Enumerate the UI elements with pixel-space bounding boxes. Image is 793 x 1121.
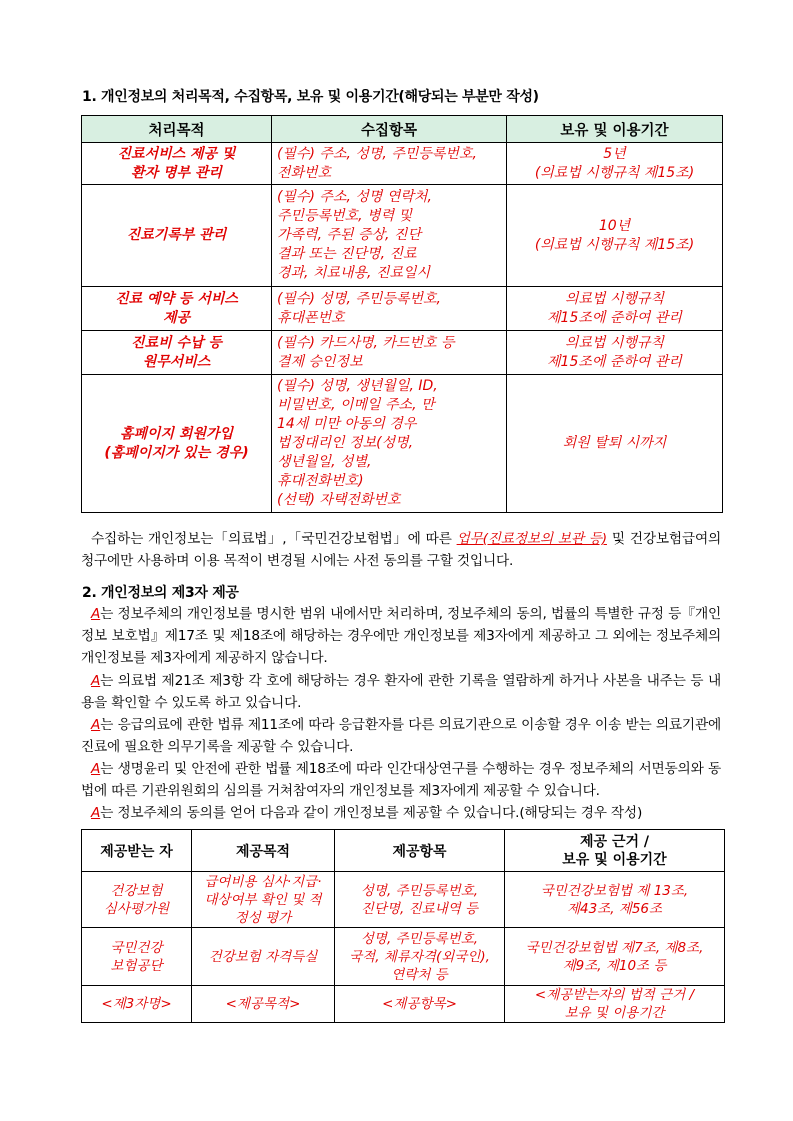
org-placeholder: A (91, 761, 101, 777)
header-recipient: 제공받는 자 (82, 830, 192, 872)
row-recipient: <제3자명> (82, 986, 192, 1023)
header-items: 수집항목 (272, 116, 507, 143)
collection-note: 수집하는 개인정보는「의료법」,「국민건강보험법」에 따른 업무(진료정보의 보관 등) 및 건강보험급여의 청구에만 사용하며 이용 목적이 변경될 시에는 사전 동의를 구할 것입니다. (81, 531, 721, 569)
table-row (82, 143, 723, 185)
paragraph-4: A는 생명윤리 및 안전에 관한 법률 제18조에 따라 인간대상연구를 수행하는 경우 정보주체의 서면동의와 동법에 따른 기관위원회의 심의를 거쳐참여자의 개인정보를 제3자에게 제공할 수 있습니다. (81, 761, 721, 799)
org-placeholder: A (91, 673, 101, 689)
header-retention: 보유 및 이용기간 (507, 116, 723, 143)
row-purpose: 진료비 수납 등 원무서비스 (82, 331, 272, 375)
row-items: (필수) 성명, 주민등록번호, 휴대폰번호 (272, 287, 507, 331)
table-row (82, 331, 723, 375)
header-purpose: 처리목적 (82, 116, 272, 143)
processing-table (81, 115, 723, 513)
row-items: (필수) 주소, 성명, 주민등록번호, 전화번호 (272, 143, 507, 185)
table-row (82, 185, 723, 287)
table-row (82, 287, 723, 331)
row-purpose: <제공목적> (192, 986, 335, 1023)
row-items: <제공항목> (335, 986, 505, 1023)
note-link[interactable]: 업무(진료정보의 보관 등) (456, 531, 607, 547)
row-items: (필수) 카드사명, 카드번호 등 결제 승인정보 (272, 331, 507, 375)
table-header-row (82, 116, 723, 143)
table-header-row (82, 830, 725, 872)
row-purpose: 급여비용 심사·지급· 대상여부 확인 및 적 정성 평가 (192, 872, 335, 928)
third-party-table (81, 829, 725, 1023)
row-purpose: 진료 예약 등 서비스 제공 (82, 287, 272, 331)
row-items: (필수) 성명, 생년월일, ID, 비밀번호, 이메일 주소, 만 14세 미만 아동의 경우 법정대리인 정보(성명, 생년월일, 성별, 휴대전화번호) (선택) 자택전화번호 (272, 375, 507, 513)
section1-heading: 1. 개인정보의 처리목적, 수집항목, 보유 및 이용기간(해당되는 부분만 작성) (82, 89, 539, 105)
paragraph-1: A는 정보주체의 개인정보를 명시한 범위 내에서만 처리하며, 정보주체의 동의, 법률의 특별한 규정 등『개인정보 보호법』제17조 및 제18조에 해당하는 경우에만 개인정보를 제3자에게 제공하고 그 외에는 정보주체의 개인정보를 제3자에게 제공하지 않습니다. (81, 606, 721, 666)
header-items: 제공항목 (335, 830, 505, 872)
row-items: 성명, 주민등록번호, 진단명, 진료내역 등 (335, 872, 505, 928)
table-row (82, 928, 725, 986)
org-placeholder: A (91, 606, 101, 622)
row-items: (필수) 주소, 성명 연락처, 주민등록번호, 병력 및 가족력, 주된 증상, 진단 결과 또는 진단명, 진료 경과, 치료내용, 진료일시 (272, 185, 507, 287)
table-row (82, 986, 725, 1023)
table-row (82, 375, 723, 513)
paragraph-5: A는 정보주체의 동의를 얻어 다음과 같이 개인정보를 제공할 수 있습니다.(해당되는 경우 작성) (91, 805, 643, 821)
row-recipient: 국민건강 보험공단 (82, 928, 192, 986)
table-row (82, 872, 725, 928)
row-retention: 10년 (의료법 시행규칙 제15조) (507, 185, 723, 287)
org-placeholder: A (91, 805, 101, 821)
row-purpose: 진료기록부 관리 (82, 185, 272, 287)
header-basis: 제공 근거 / 보유 및 이용기간 (505, 830, 725, 872)
row-retention: 의료법 시행규칙 제15조에 준하여 관리 (507, 331, 723, 375)
org-placeholder: A (91, 717, 101, 733)
row-basis: <제공받는자의 법적 근거 / 보유 및 이용기간 (505, 986, 725, 1023)
paragraph-3: A는 응급의료에 관한 법류 제11조에 따라 응급환자를 다른 의료기관으로 이송할 경우 이송 받는 의료기관에 진료에 필요한 의무기록을 제공할 수 있습니다. (81, 717, 721, 755)
row-basis: 국민건강보험법 제7조, 제8조, 제9조, 제10조 등 (505, 928, 725, 986)
row-purpose: 진료서비스 제공 및 환자 명부 관리 (82, 143, 272, 185)
row-purpose: 홈페이지 회원가입 (홈페이지가 있는 경우) (82, 375, 272, 513)
paragraph-2: A는 의료법 제21조 제3항 각 호에 해당하는 경우 환자에 관한 기록을 열람하게 하거나 사본을 내주는 등 내용을 확인할 수 있도록 하고 있습니다. (81, 673, 721, 711)
row-retention: 의료법 시행규칙 제15조에 준하여 관리 (507, 287, 723, 331)
row-retention: 회원 탈퇴 시까지 (507, 375, 723, 513)
header-purpose: 제공목적 (192, 830, 335, 872)
row-retention: 5년 (의료법 시행규칙 제15조) (507, 143, 723, 185)
row-purpose: 건강보험 자격득실 (192, 928, 335, 986)
row-recipient: 건강보험 심사평가원 (82, 872, 192, 928)
section2-heading: 2. 개인정보의 제3자 제공 (82, 585, 239, 601)
row-basis: 국민건강보험법 제 13조, 제43조, 제56조 (505, 872, 725, 928)
row-items: 성명, 주민등록번호, 국적, 체류자격(외국인), 연락처 등 (335, 928, 505, 986)
